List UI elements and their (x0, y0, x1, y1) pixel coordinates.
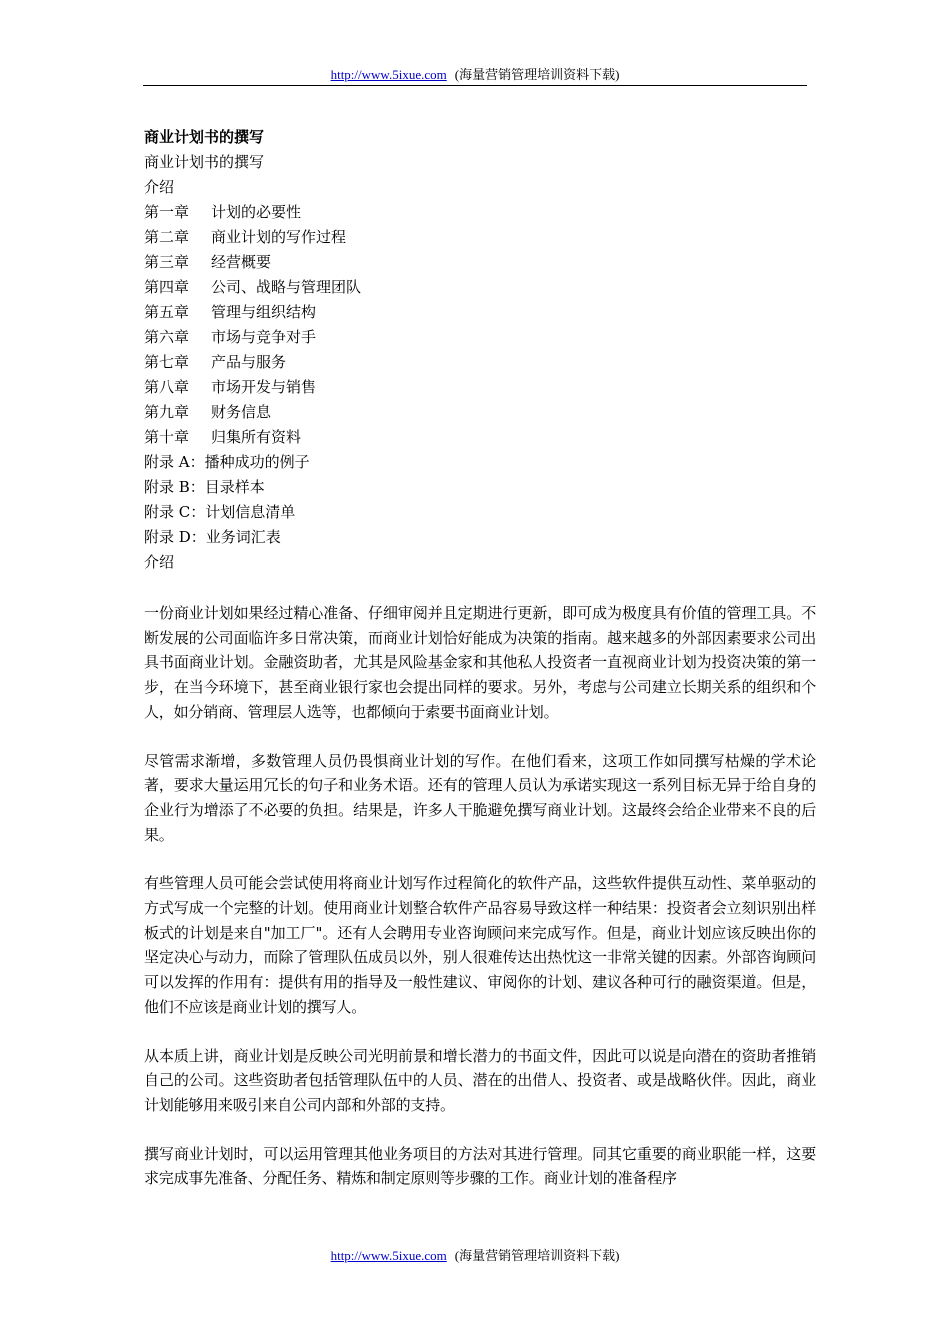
chapter-number: 第七章 (144, 353, 190, 371)
body-paragraph-5: 撰写商业计划时，可以运用管理其他业务项目的方法对其进行管理。同其它重要的商业职能一样，这要求完成事先准备、分配任务、精炼和制定原则等步骤的工作。商业计划的准备程序 (144, 1144, 816, 1188)
toc-appendix-c: 附录 C：计划信息清单 (144, 503, 296, 521)
chapter-title: 管理与组织结构 (211, 303, 317, 321)
body-paragraph-1: 一份商业计划如果经过精心准备、仔细审阅并且定期进行更新，即可成为极度具有价值的管理工具。不断发展的公司面临许多日常决策，而商业计划恰好能成为决策的指南。越来越多的外部因素要求公司出具书面商业计划。金融资助者，尤其是风险基金家和其他私人投资者一直视商业计划为投资决策的第一步，在当今环境下，甚至商业银行家也会提出同样的要求。另外，考虑与公司建立长期关系的组织和个人，如分销商、管理层人选等，也都倾向于索要书面商业计划。 (144, 604, 816, 721)
chapter-title: 财务信息 (211, 403, 272, 421)
header-divider (143, 85, 807, 86)
document-body (144, 125, 816, 1191)
toc-chapter-6 (144, 325, 816, 350)
toc-chapter-9 (144, 400, 816, 425)
chapter-title: 市场开发与销售 (211, 378, 317, 396)
page-header (143, 66, 807, 84)
chapter-title: 市场与竞争对手 (211, 328, 317, 346)
chapter-title: 归集所有资料 (211, 428, 302, 446)
body-paragraph-4: 从本质上讲，商业计划是反映公司光明前景和增长潜力的书面文件，因此可以说是向潜在的资助者推销自己的公司。这些资助者包括管理队伍中的人员、潜在的出借人、投资者、或是战略伙伴。因此，商业计划能够用来吸引来自公司内部和外部的支持。 (144, 1046, 816, 1114)
toc-chapter-8 (144, 375, 816, 400)
page-footer (143, 1247, 807, 1265)
chapter-number: 第一章 (144, 203, 190, 221)
footer-site-link[interactable]: http://www.5ixue.com (330, 1248, 447, 1263)
chapter-number: 第六章 (144, 328, 190, 346)
toc-chapter-1 (144, 200, 816, 225)
chapter-title: 商业计划的写作过程 (211, 228, 347, 246)
toc-appendix-a: 附录 A：播种成功的例子 (144, 453, 310, 471)
chapter-number: 第五章 (144, 303, 190, 321)
chapter-number: 第二章 (144, 228, 190, 246)
toc-chapter-2 (144, 225, 816, 250)
chapter-number: 第四章 (144, 278, 190, 296)
body-paragraph-3: 有些管理人员可能会尝试使用将商业计划写作过程简化的软件产品，这些软件提供互动性、菜单驱动的方式写成一个完整的计划。使用商业计划整合软件产品容易导致这样一种结果：投资者会立刻识别出样板式的计划是来自"加工厂"。还有人会聘用专业咨询顾问来完成写作。但是，商业计划应该反映出你的坚定决心与动力，而除了管理队伍成员以外，别人很难传达出热忱这一非常关键的因素。外部咨询顾问可以发挥的作用有：提供有用的指导及一般性建议、审阅你的计划、建议各种可行的融资渠道。但是，他们不应该是商业计划的撰写人。 (144, 874, 816, 1016)
header-site-link[interactable]: http://www.5ixue.com (330, 67, 447, 82)
toc-title: 商业计划书的撰写 (144, 153, 265, 171)
chapter-number: 第九章 (144, 403, 190, 421)
toc-chapter-4 (144, 275, 816, 300)
chapter-title: 计划的必要性 (211, 203, 302, 221)
chapter-title: 产品与服务 (211, 353, 287, 371)
toc-intro: 介绍 (144, 178, 175, 196)
chapter-number: 第八章 (144, 378, 190, 396)
toc-appendix-b: 附录 B：目录样本 (144, 478, 265, 496)
document-title: 商业计划书的撰写 (144, 128, 265, 146)
footer-site-tag: (海量营销管理培训资料下载) (454, 1248, 620, 1263)
toc-appendix-d: 附录 D：业务词汇表 (144, 528, 281, 546)
chapter-title: 公司、战略与管理团队 (211, 278, 362, 296)
chapter-number: 第三章 (144, 253, 190, 271)
toc-chapter-10 (144, 425, 816, 450)
header-site-tag: (海量营销管理培训资料下载) (454, 67, 620, 82)
toc-chapter-7 (144, 350, 816, 375)
toc-chapter-5 (144, 300, 816, 325)
intro-heading: 介绍 (144, 553, 175, 571)
chapter-number: 第十章 (144, 428, 190, 446)
chapter-title: 经营概要 (211, 253, 272, 271)
body-paragraph-2: 尽管需求渐增，多数管理人员仍畏惧商业计划的写作。在他们看来，这项工作如同撰写枯燥的学术论著，要求大量运用冗长的句子和业务术语。还有的管理人员认为承诺实现这一系列目标无异于给自身的企业行为增添了不必要的负担。结果是，许多人干脆避免撰写商业计划。这最终会给企业带来不良的后果。 (144, 751, 816, 844)
toc-chapter-3 (144, 250, 816, 275)
